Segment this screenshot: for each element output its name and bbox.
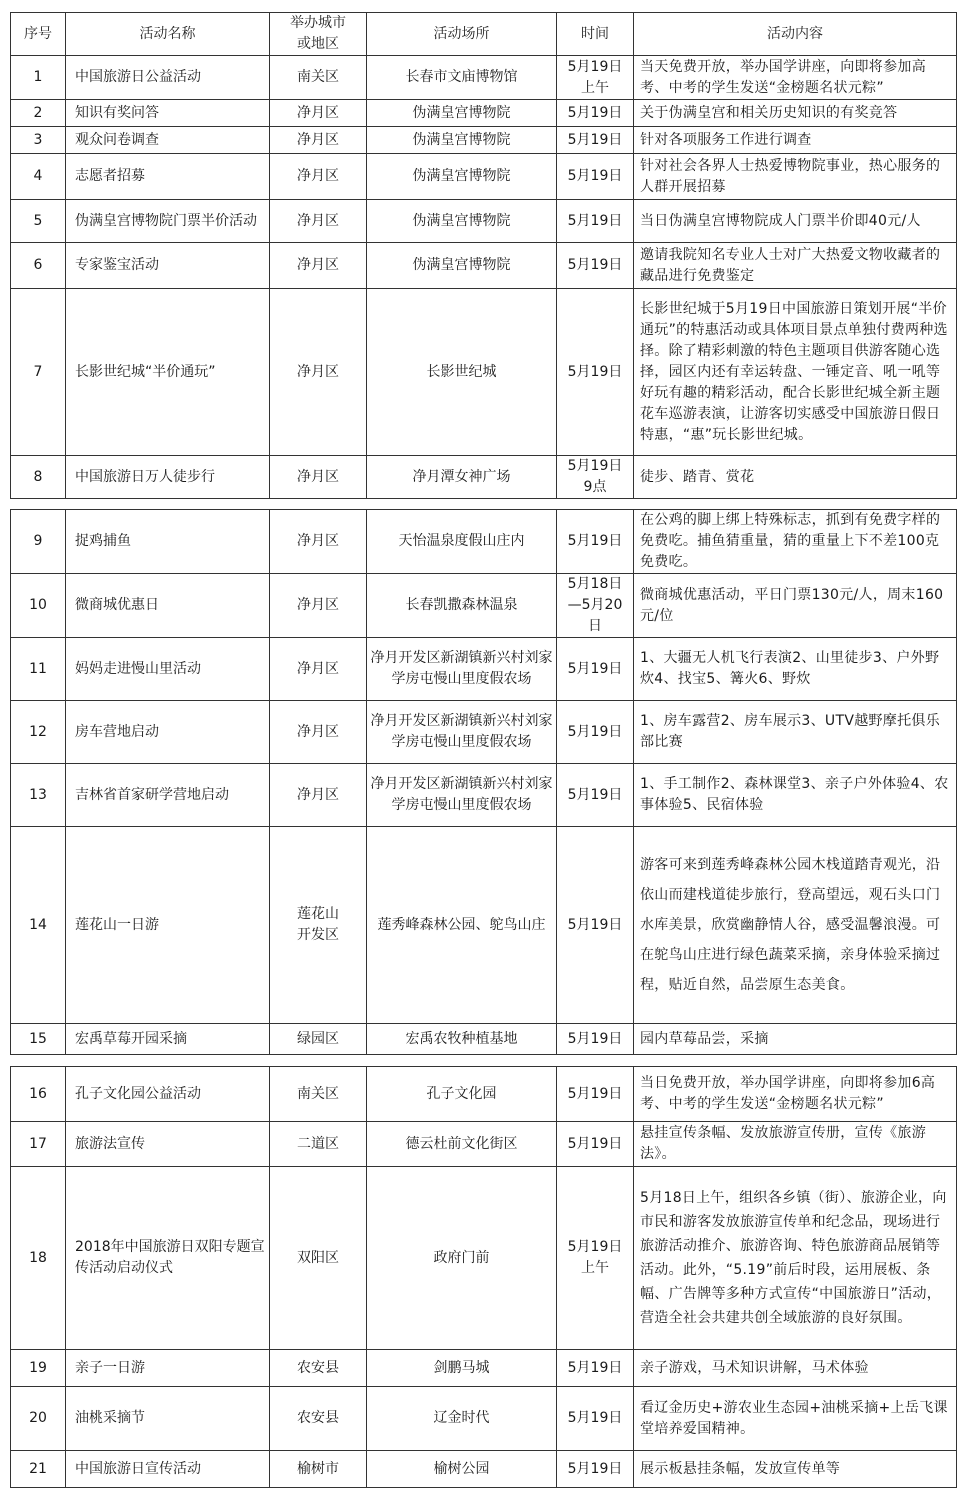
row-no: 14 xyxy=(11,827,66,1024)
row-no: 16 xyxy=(11,1067,66,1122)
row-name: 知识有奖问答 xyxy=(66,100,270,127)
row-name: 亲子一日游 xyxy=(66,1350,270,1387)
row-area: 净月区 xyxy=(270,154,367,200)
row-venue: 莲秀峰森林公园、鸵鸟山庄 xyxy=(367,827,557,1024)
row-time: 5月18日 —5月20 日 xyxy=(557,574,634,638)
row-area: 净月区 xyxy=(270,200,367,243)
table-row xyxy=(11,1122,957,1167)
row-area: 双阳区 xyxy=(270,1167,367,1350)
table-row xyxy=(11,574,957,638)
row-content: 关于伪满皇宫和相关历史知识的有奖竞答 xyxy=(634,100,957,127)
row-no: 4 xyxy=(11,154,66,200)
table-row xyxy=(11,764,957,827)
table-row xyxy=(11,127,957,154)
row-content: 1、房车露营2、房车展示3、UTV越野摩托俱乐部比赛 xyxy=(634,701,957,764)
table-row xyxy=(11,1451,957,1488)
row-venue: 孔子文化园 xyxy=(367,1067,557,1122)
row-area: 榆树市 xyxy=(270,1451,367,1488)
row-venue: 净月开发区新湖镇新兴村刘家学房屯慢山里度假农场 xyxy=(367,701,557,764)
row-name: 吉林省首家研学营地启动 xyxy=(66,764,270,827)
row-time: 5月19日 xyxy=(557,701,634,764)
row-no: 20 xyxy=(11,1387,66,1451)
header-venue: 活动场所 xyxy=(367,13,557,56)
row-content: 邀请我院知名专业人士对广大热爱文物收藏者的藏品进行免费鉴定 xyxy=(634,243,957,289)
table-row xyxy=(11,243,957,289)
row-venue: 长春凯撒森林温泉 xyxy=(367,574,557,638)
row-area: 净月区 xyxy=(270,456,367,499)
row-area: 净月区 xyxy=(270,764,367,827)
row-venue: 伪满皇宫博物院 xyxy=(367,127,557,154)
row-name: 莲花山一日游 xyxy=(66,827,270,1024)
row-name: 观众问卷调查 xyxy=(66,127,270,154)
table-row xyxy=(11,56,957,100)
row-name: 宏禹草莓开园采摘 xyxy=(66,1024,270,1055)
row-area: 净月区 xyxy=(270,701,367,764)
row-content: 长影世纪城于5月19日中国旅游日策划开展“半价通玩”的特惠活动或具体项目景点单独付费两种选择。除了精彩刺激的特色主题项目供游客随心选择，园区内还有幸运转盘、一锤定音、吼一吼等好玩有趣的精彩活动，配合长影世纪城全新主题花车巡游表演，让游客切实感受中国旅游日假日特惠，“惠”玩长影世纪城。 xyxy=(634,289,957,456)
row-name: 2018年中国旅游日双阳专题宣传活动启动仪式 xyxy=(66,1167,270,1350)
row-time: 5月19日 上午 xyxy=(557,1167,634,1350)
row-name: 长影世纪城“半价通玩” xyxy=(66,289,270,456)
row-content: 当日伪满皇宫博物院成人门票半价即40元/人 xyxy=(634,200,957,243)
row-time: 5月19日 xyxy=(557,1350,634,1387)
row-no: 13 xyxy=(11,764,66,827)
table-row xyxy=(11,701,957,764)
row-no: 10 xyxy=(11,574,66,638)
table-row xyxy=(11,1167,957,1350)
row-venue: 伪满皇宫博物院 xyxy=(367,200,557,243)
row-time: 5月19日 上午 xyxy=(557,56,634,100)
row-name: 中国旅游日公益活动 xyxy=(66,56,270,100)
row-no: 12 xyxy=(11,701,66,764)
table-row xyxy=(11,1387,957,1451)
row-time: 5月19日 xyxy=(557,127,634,154)
activity-table-part-3 xyxy=(10,1066,957,1488)
row-name: 中国旅游日万人徒步行 xyxy=(66,456,270,499)
row-time: 5月19日 xyxy=(557,764,634,827)
row-content: 看辽金历史+游农业生态园+油桃采摘+上岳飞课堂培养爱国精神。 xyxy=(634,1387,957,1451)
row-area: 净月区 xyxy=(270,289,367,456)
row-area: 二道区 xyxy=(270,1122,367,1167)
header-no: 序号 xyxy=(11,13,66,56)
row-venue: 德云杜前文化街区 xyxy=(367,1122,557,1167)
row-venue: 伪满皇宫博物院 xyxy=(367,100,557,127)
row-time: 5月19日 xyxy=(557,1451,634,1488)
row-venue: 榆树公园 xyxy=(367,1451,557,1488)
row-venue: 辽金时代 xyxy=(367,1387,557,1451)
row-venue: 政府门前 xyxy=(367,1167,557,1350)
row-content: 游客可来到莲秀峰森林公园木栈道踏青观光，沿依山而建栈道徒步旅行，登高望远，观石头口门水库美景，欣赏幽静情人谷，感受温馨浪漫。可在鸵鸟山庄进行绿色蔬菜采摘，亲身体验采摘过程，贴近自然，品尝原生态美食。 xyxy=(634,827,957,1024)
row-content: 当日免费开放，举办国学讲座，向即将参加6高考、中考的学生发送“金榜题名状元粽” xyxy=(634,1067,957,1122)
row-area: 农安县 xyxy=(270,1350,367,1387)
row-no: 6 xyxy=(11,243,66,289)
row-time: 5月19日 xyxy=(557,1122,634,1167)
row-time: 5月19日 xyxy=(557,1387,634,1451)
row-venue: 伪满皇宫博物院 xyxy=(367,154,557,200)
table-row xyxy=(11,1350,957,1387)
row-time: 5月19日 xyxy=(557,243,634,289)
row-no: 3 xyxy=(11,127,66,154)
row-area: 莲花山 开发区 xyxy=(270,827,367,1024)
row-area: 南关区 xyxy=(270,56,367,100)
row-name: 孔子文化园公益活动 xyxy=(66,1067,270,1122)
header-content: 活动内容 xyxy=(634,13,957,56)
row-content: 当天免费开放，举办国学讲座，向即将参加高考、中考的学生发送“金榜题名状元粽” xyxy=(634,56,957,100)
table-header-row xyxy=(11,13,957,56)
row-name: 妈妈走进慢山里活动 xyxy=(66,638,270,701)
row-time: 5月19日 9点 xyxy=(557,456,634,499)
row-content: 在公鸡的脚上绑上特殊标志，抓到有免费字样的免费吃。捕鱼猜重量，猜的重量上下不差100克免费吃。 xyxy=(634,510,957,574)
row-venue: 净月开发区新湖镇新兴村刘家学房屯慢山里度假农场 xyxy=(367,638,557,701)
row-area: 绿园区 xyxy=(270,1024,367,1055)
row-time: 5月19日 xyxy=(557,510,634,574)
table-row xyxy=(11,1024,957,1055)
row-content: 徒步、踏青、赏花 xyxy=(634,456,957,499)
row-area: 净月区 xyxy=(270,574,367,638)
row-area: 净月区 xyxy=(270,638,367,701)
table-row xyxy=(11,638,957,701)
row-area: 南关区 xyxy=(270,1067,367,1122)
table-row xyxy=(11,100,957,127)
row-time: 5月19日 xyxy=(557,100,634,127)
row-venue: 净月潭女神广场 xyxy=(367,456,557,499)
row-no: 1 xyxy=(11,56,66,100)
row-no: 17 xyxy=(11,1122,66,1167)
row-content: 展示板悬挂条幅，发放宣传单等 xyxy=(634,1451,957,1488)
activity-table-part-2 xyxy=(10,509,957,1055)
row-no: 8 xyxy=(11,456,66,499)
row-content: 1、手工制作2、森林课堂3、亲子户外体验4、农事体验5、民宿体验 xyxy=(634,764,957,827)
table-row xyxy=(11,827,957,1024)
row-venue: 长春市文庙博物馆 xyxy=(367,56,557,100)
row-time: 5月19日 xyxy=(557,154,634,200)
row-no: 2 xyxy=(11,100,66,127)
row-area: 农安县 xyxy=(270,1387,367,1451)
table-row xyxy=(11,200,957,243)
table-row xyxy=(11,154,957,200)
header-area: 举办城市 或地区 xyxy=(270,13,367,56)
row-name: 伪满皇宫博物院门票半价活动 xyxy=(66,200,270,243)
row-content: 针对各项服务工作进行调查 xyxy=(634,127,957,154)
row-time: 5月19日 xyxy=(557,827,634,1024)
row-content: 亲子游戏，马术知识讲解，马术体验 xyxy=(634,1350,957,1387)
row-area: 净月区 xyxy=(270,243,367,289)
row-time: 5月19日 xyxy=(557,1067,634,1122)
header-name: 活动名称 xyxy=(66,13,270,56)
row-name: 微商城优惠日 xyxy=(66,574,270,638)
row-name: 捉鸡捕鱼 xyxy=(66,510,270,574)
row-no: 9 xyxy=(11,510,66,574)
row-name: 旅游法宣传 xyxy=(66,1122,270,1167)
table-row xyxy=(11,510,957,574)
row-time: 5月19日 xyxy=(557,289,634,456)
row-no: 21 xyxy=(11,1451,66,1488)
table-row xyxy=(11,289,957,456)
row-content: 园内草莓品尝，采摘 xyxy=(634,1024,957,1055)
row-area: 净月区 xyxy=(270,127,367,154)
activity-table-part-1 xyxy=(10,12,957,499)
row-venue: 长影世纪城 xyxy=(367,289,557,456)
table-row xyxy=(11,456,957,499)
row-name: 油桃采摘节 xyxy=(66,1387,270,1451)
row-content: 针对社会各界人士热爱博物院事业，热心服务的人群开展招募 xyxy=(634,154,957,200)
row-name: 志愿者招募 xyxy=(66,154,270,200)
row-name: 中国旅游日宣传活动 xyxy=(66,1451,270,1488)
row-content: 1、大疆无人机飞行表演2、山里徒步3、户外野炊4、找宝5、篝火6、野炊 xyxy=(634,638,957,701)
row-time: 5月19日 xyxy=(557,638,634,701)
header-time: 时间 xyxy=(557,13,634,56)
row-no: 11 xyxy=(11,638,66,701)
row-name: 专家鉴宝活动 xyxy=(66,243,270,289)
row-no: 7 xyxy=(11,289,66,456)
row-content: 微商城优惠活动，平日门票130元/人，周末160元/位 xyxy=(634,574,957,638)
row-content: 5月18日上午，组织各乡镇（街）、旅游企业，向市民和游客发放旅游宣传单和纪念品，现场进行旅游活动推介、旅游咨询、特色旅游商品展销等活动。此外，“5.19”前后时段，运用展板、条幅、广告牌等多种方式宣传“中国旅游日”活动，营造全社会共建共创全域旅游的良好氛围。 xyxy=(634,1167,957,1350)
row-name: 房车营地启动 xyxy=(66,701,270,764)
row-no: 15 xyxy=(11,1024,66,1055)
row-venue: 天怡温泉度假山庄内 xyxy=(367,510,557,574)
row-venue: 净月开发区新湖镇新兴村刘家学房屯慢山里度假农场 xyxy=(367,764,557,827)
row-venue: 剑鹏马城 xyxy=(367,1350,557,1387)
row-no: 18 xyxy=(11,1167,66,1350)
row-venue: 宏禹农牧种植基地 xyxy=(367,1024,557,1055)
row-no: 19 xyxy=(11,1350,66,1387)
row-time: 5月19日 xyxy=(557,200,634,243)
row-content: 悬挂宣传条幅、发放旅游宣传册，宣传《旅游法》。 xyxy=(634,1122,957,1167)
row-area: 净月区 xyxy=(270,100,367,127)
row-area: 净月区 xyxy=(270,510,367,574)
row-venue: 伪满皇宫博物院 xyxy=(367,243,557,289)
table-row xyxy=(11,1067,957,1122)
row-no: 5 xyxy=(11,200,66,243)
row-time: 5月19日 xyxy=(557,1024,634,1055)
